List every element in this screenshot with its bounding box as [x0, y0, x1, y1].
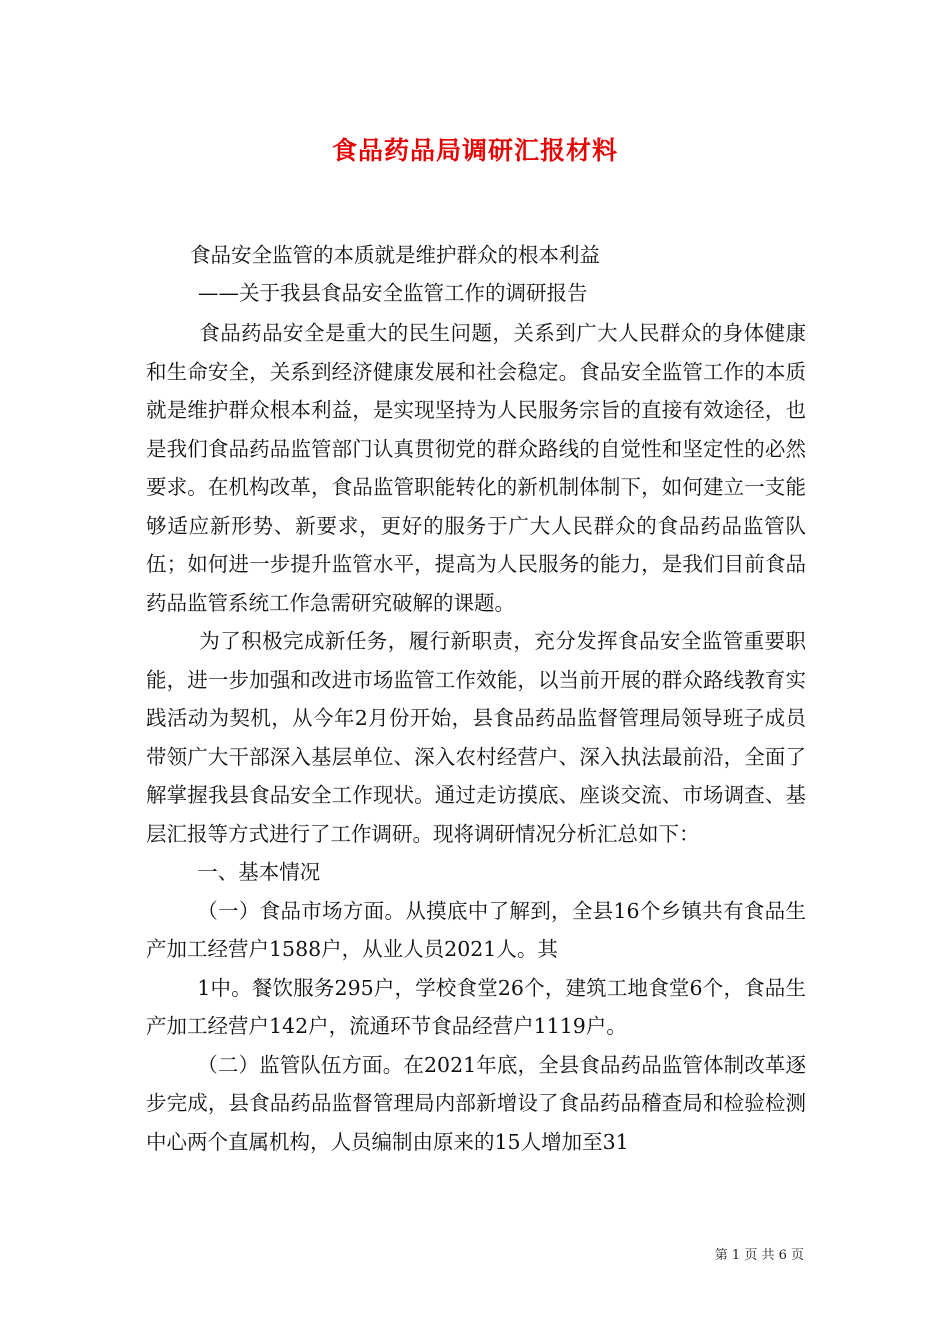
paragraph-food-market: （一）食品市场方面。从摸底中了解到，全县16个乡镇共有食品生产加工经营户1588户，从业人员2021人。其	[146, 898, 806, 961]
document-title: 食品药品局调研汇报材料	[331, 136, 618, 165]
subheading-main: 食品安全监管的本质就是维护群众的根本利益	[190, 243, 600, 267]
paragraph-supervision-team: （二）监管队伍方面。在2021年底，全县食品药品监管体制改革逐步完成，县食品药品监督管理局内部新增设了食品药品稽查局和检验检测中心两个直属机构，人员编制由原来的15人增加至31	[146, 1052, 806, 1154]
document-body	[146, 314, 806, 1161]
paragraph-purpose: 为了积极完成新任务，履行新职责，充分发挥食品安全监管重要职能，进一步加强和改进市场监管工作效能，以当前开展的群众路线教育实践活动为契机，从今年2月份开始，县食品药品监督管理局领导班子成员带领广大干部深入基层单位、深入农村经营户、深入执法最前沿，全面了解掌握我县食品安全工作现状。通过走访摸底、座谈交流、市场调查、基层汇报等方式进行了工作调研。现将调研情况分析汇总如下：	[146, 629, 806, 846]
paragraph-intro: 食品药品安全是重大的民生问题，关系到广大人民群众的身体健康和生命安全，关系到经济健康发展和社会稳定。食品安全监管工作的本质就是维护群众根本利益，是实现坚持为人民服务宗旨的直接有效途径，也是我们食品药品监管部门认真贯彻党的群众路线的自觉性和坚定性的必然要求。在机构改革，食品监管职能转化的新机制体制下，如何建立一支能够适应新形势、新要求，更好的服务于广大人民群众的食品药品监管队伍；如何进一步提升监管水平，提高为人民服务的能力，是我们目前食品药品监管系统工作急需研究破解的课题。	[146, 321, 806, 615]
paragraph-food-market-detail: 1中。餐饮服务295户，学校食堂26个，建筑工地食堂6个，食品生产加工经营户142户，流通环节食品经营户1119户。	[146, 975, 806, 1038]
section-heading-basic: 一、基本情况	[197, 860, 321, 884]
page-indicator: 第 1 页 共 6 页	[714, 1248, 804, 1263]
subheading-sub: ——关于我县食品安全监管工作的调研报告	[198, 281, 588, 305]
